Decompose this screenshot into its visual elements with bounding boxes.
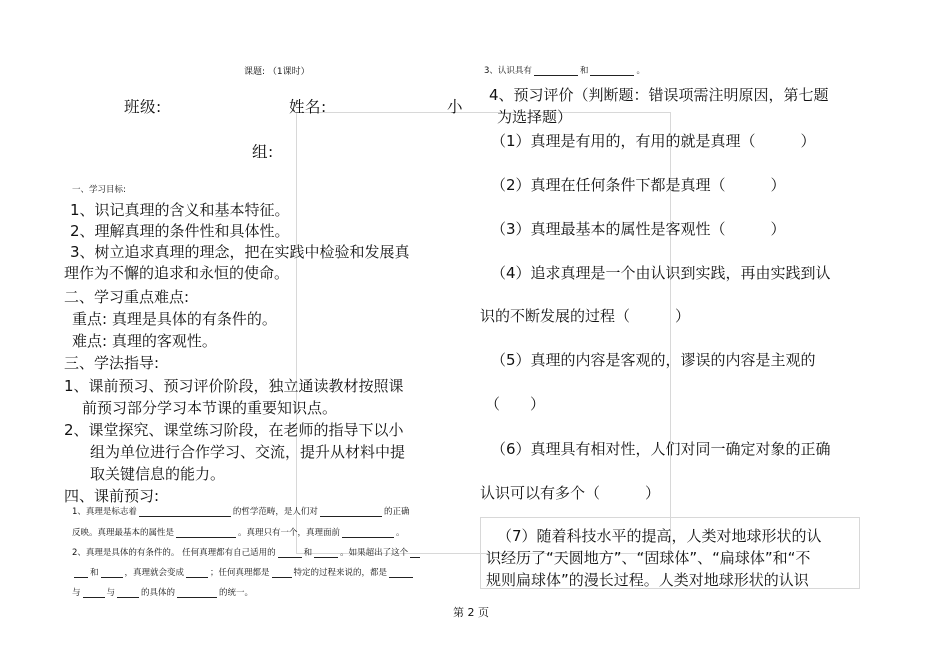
blank[interactable] <box>177 596 217 598</box>
prep-line-4: 和 ，真理就会变成 ；任何真理都是 特定的过程来说的，都是 <box>72 566 415 578</box>
section-method: 三、学法指导: <box>64 354 160 372</box>
page-number: 第 2 页 <box>453 606 489 619</box>
question-7-cont-1: 识经历了“天圆地方”、“固球体”、“扁球体”和“不 <box>486 549 811 567</box>
key-point: 重点: 真理是具体的有条件的。 <box>72 310 277 328</box>
goal-3: 3、树立追求真理的理念，把在实践中检验和发展真 <box>70 243 410 261</box>
blank[interactable] <box>117 596 139 598</box>
blank[interactable] <box>320 515 382 517</box>
blank[interactable] <box>186 576 208 578</box>
blank[interactable] <box>101 576 123 578</box>
difficult-point: 难点: 真理的客观性。 <box>72 332 217 350</box>
blank[interactable] <box>176 536 236 538</box>
method-line-5: 取关键信息的能力。 <box>90 465 226 483</box>
class-label: 班级: <box>124 98 162 116</box>
question-7-cont-2: 规则扁球体”的漫长过程。人类对地球形状的认识 <box>486 571 809 589</box>
goal-1: 1、识记真理的含义和基本特征。 <box>70 201 290 219</box>
blank[interactable] <box>389 576 413 578</box>
blank[interactable] <box>342 536 394 538</box>
section-learning-goals: 一、学习目标: <box>72 185 126 195</box>
method-line-4: 组为单位进行合作学习、交流，提升从材料中提 <box>90 443 406 461</box>
prep-line-3: 2、真理是具体的有条件的。 任何真理都有自己适用的 和 。如果超出了这个 <box>72 546 422 558</box>
group-label-part2: 组: <box>252 143 274 161</box>
question-4-cont: 识的不断发展的过程（ ） <box>480 307 691 325</box>
blank[interactable] <box>278 556 302 558</box>
name-label: 姓名: <box>289 98 327 116</box>
question-1: （1）真理是有用的，有用的就是真理（ ） <box>491 132 816 150</box>
method-line-1: 1、课前预习、预习评价阶段，独立通读教材按照课 <box>64 377 404 395</box>
question-5: （5）真理的内容是客观的，谬误的内容是主观的 <box>491 351 816 369</box>
section-preview-eval-cont: 为选择题） <box>497 108 573 126</box>
section-preview-eval: 4、预习评价（判断题：错误项需注明原因，第七题 <box>489 86 829 104</box>
prep-line-1: 1、真理是标志着 的哲学范畴，是人们对 的正确 <box>72 507 410 517</box>
item-3: 3、认识具有 和 。 <box>484 66 645 76</box>
blank[interactable] <box>314 556 338 558</box>
goal-2: 2、理解真理的条件性和具体性。 <box>70 222 290 240</box>
method-line-3: 2、课堂探究、课堂练习阶段，在老师的指导下以小 <box>64 421 404 439</box>
question-3: （3）真理最基本的属性是客观性（ ） <box>491 220 786 238</box>
blank[interactable] <box>74 576 88 578</box>
prep-line-2: 反映。真理最基本的属性是 。真理只有一个，真理面前 。 <box>72 528 405 538</box>
group-label-part1: 小 <box>447 98 464 116</box>
blank[interactable] <box>534 74 578 76</box>
blank[interactable] <box>590 74 634 76</box>
blank[interactable] <box>83 596 105 598</box>
section-preview: 四、课前预习: <box>64 487 160 505</box>
blank[interactable] <box>139 515 231 517</box>
prep-line-5: 与 与 的具体的 的统一。 <box>72 588 254 598</box>
question-5-cont: （ ） <box>485 395 546 413</box>
lesson-title: 课题: （1课时） <box>244 67 310 77</box>
method-line-2: 前预习部分学习本节课的重要知识点。 <box>82 399 338 417</box>
question-6: （6）真理具有相对性，人们对同一确定对象的正确 <box>491 440 831 458</box>
goal-3-cont: 理作为不懈的追求和永恒的使命。 <box>64 264 290 282</box>
question-6-cont: 认识可以有多个（ ） <box>480 484 661 502</box>
blank[interactable] <box>272 576 292 578</box>
question-2: （2）真理在任何条件下都是真理（ ） <box>491 176 786 194</box>
section-key-points: 二、学习重点难点: <box>64 288 190 306</box>
blank[interactable] <box>410 556 420 558</box>
question-7: （7）随着科技水平的提高，人类对地球形状的认 <box>497 527 822 545</box>
question-4: （4）追求真理是一个由认识到实践，再由实践到认 <box>491 264 831 282</box>
